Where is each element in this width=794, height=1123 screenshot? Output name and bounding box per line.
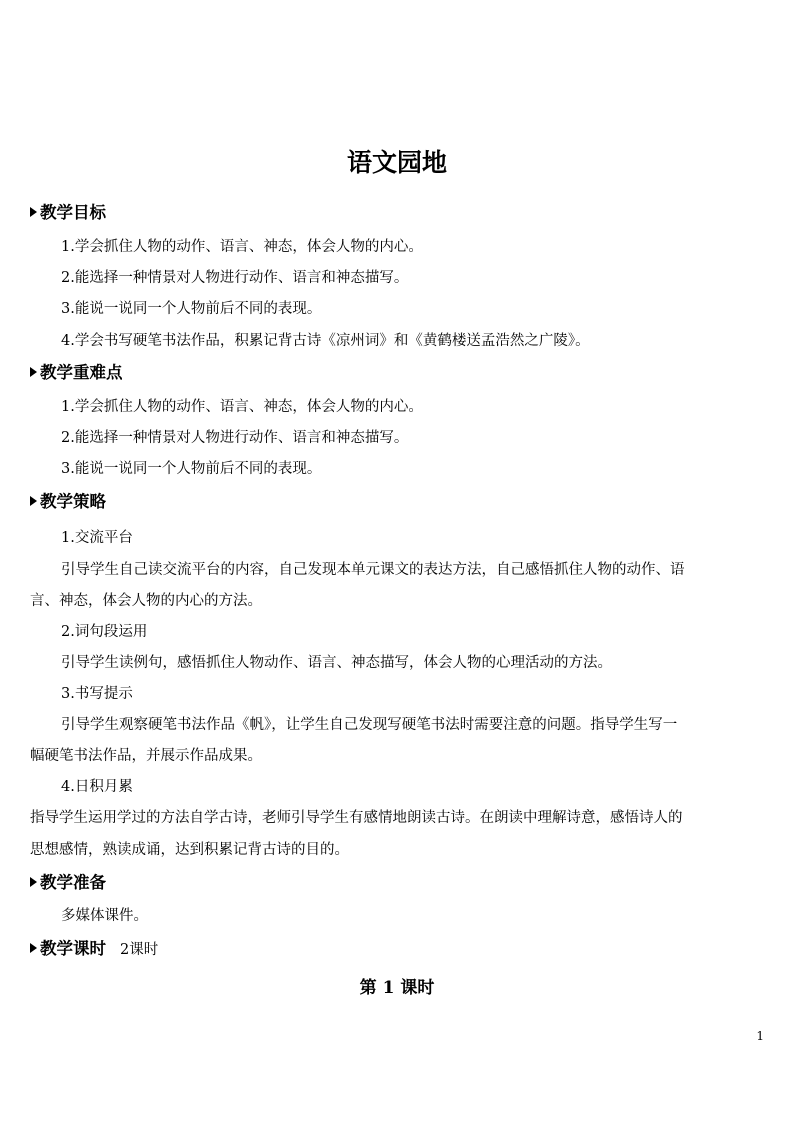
section-heading-hours (30, 938, 760, 961)
strategy-paragraph: 引导学生读例句，感悟抓住人物动作、语言、神态描写，体会人物的心理活动的方法。 (61, 655, 612, 671)
lesson-title: 第 1 课时 (359, 978, 435, 998)
triangle-bullet-icon (30, 367, 37, 377)
document-title: 语文园地 (346, 148, 447, 177)
goal-item: 4.学会书写硬笔书法作品，积累记背古诗《凉州词》和《黄鹤楼送孟浩然之广陵》。 (61, 333, 590, 349)
triangle-bullet-icon (30, 877, 37, 887)
section-heading-prep (30, 872, 760, 894)
strategy-subtitle: 4.日积月累 (61, 779, 133, 795)
strategy-subtitle: 3.书写提示 (61, 686, 133, 702)
strategy-subtitle: 2.词句段运用 (61, 624, 148, 640)
strategy-paragraph: 指导学生运用学过的方法自学古诗，老师引导学生有感情地朗读古诗。在朗读中理解诗意，感悟诗人的 (30, 810, 683, 826)
page-number: 1 (756, 1029, 764, 1043)
triangle-bullet-icon (30, 496, 37, 506)
strategy-paragraph: 思想感情，熟读成诵，达到积累记背古诗的目的。 (30, 842, 349, 858)
prep-text: 多媒体课件。 (61, 908, 148, 924)
heading-text: 教学准备 (40, 873, 106, 892)
strategy-paragraph: 幅硬笔书法作品，并展示作品成果。 (30, 748, 262, 764)
hours-value: 2课时 (120, 942, 159, 958)
section-heading-keypoints (30, 362, 760, 384)
triangle-bullet-icon (30, 207, 37, 217)
triangle-bullet-icon (30, 943, 37, 953)
heading-text: 教学目标 (40, 203, 106, 222)
strategy-subtitle: 1.交流平台 (61, 530, 133, 546)
heading-text: 教学策略 (40, 492, 106, 511)
section-heading-strategy (30, 491, 760, 513)
goal-item: 1.学会抓住人物的动作、语言、神态，体会人物的内心。 (61, 239, 423, 255)
strategy-paragraph: 引导学生自己读交流平台的内容，自己发现本单元课文的表达方法，自己感悟抓住人物的动作、语 (61, 562, 685, 578)
keypoint-item: 1.学会抓住人物的动作、语言、神态，体会人物的内心。 (61, 399, 423, 415)
heading-text: 教学课时 (40, 939, 106, 958)
goal-item: 2.能选择一种情景对人物进行动作、语言和神态描写。 (61, 270, 409, 286)
goal-item: 3.能说一说同一个人物前后不同的表现。 (61, 301, 322, 317)
section-heading-goals (30, 202, 760, 224)
keypoint-item: 2.能选择一种情景对人物进行动作、语言和神态描写。 (61, 430, 409, 446)
keypoint-item: 3.能说一说同一个人物前后不同的表现。 (61, 461, 322, 477)
heading-text: 教学重难点 (40, 363, 123, 382)
strategy-paragraph: 言、神态，体会人物的内心的方法。 (30, 593, 262, 609)
strategy-paragraph: 引导学生观察硬笔书法作品《帆》，让学生自己发现写硬笔书法时需要注意的问题。指导学生写一 (61, 717, 678, 733)
